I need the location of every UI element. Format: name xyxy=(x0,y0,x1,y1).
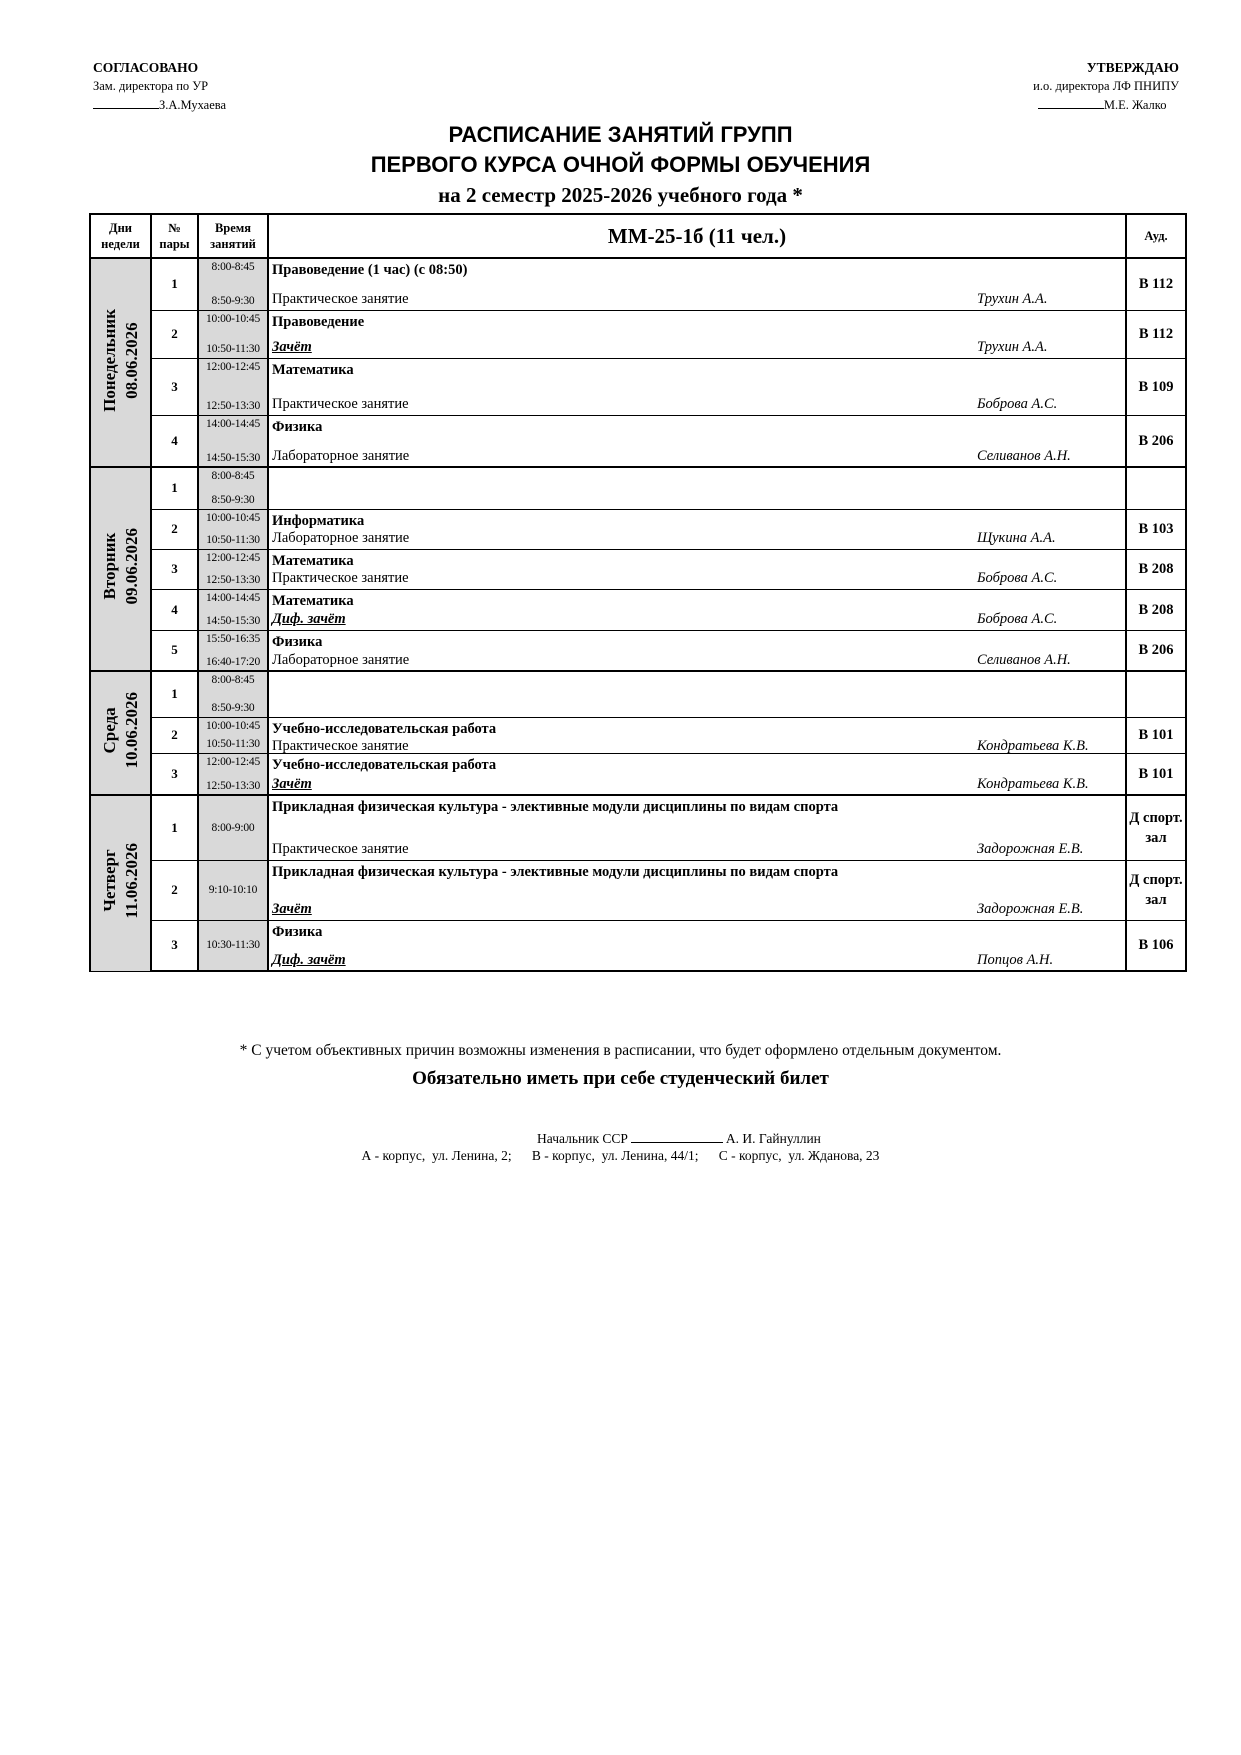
lesson-number: 2 xyxy=(151,860,198,920)
title-line-3: на 2 семестр 2025-2026 учебного года * xyxy=(438,183,803,207)
lesson-number: 2 xyxy=(151,310,198,358)
subject-name: Математика xyxy=(272,592,354,609)
lesson-type: Практическое занятие xyxy=(272,841,409,857)
table-row xyxy=(90,795,1186,860)
lesson-type: Лабораторное занятие xyxy=(272,447,410,464)
lesson-number: 5 xyxy=(151,630,198,671)
subject-name: Физика xyxy=(272,418,323,435)
table-row xyxy=(90,310,1186,358)
lesson-cell xyxy=(268,258,1126,310)
lesson-number: 3 xyxy=(151,358,198,415)
lesson-time xyxy=(198,310,268,358)
table-row xyxy=(90,258,1186,310)
approval-title: СОГЛАСОВАНО xyxy=(93,60,199,75)
time-start: 14:00-14:45 xyxy=(205,417,261,430)
time-start: 15:50-16:35 xyxy=(205,632,261,645)
lesson-time xyxy=(198,358,268,415)
day-cell xyxy=(90,671,151,795)
approve-position: и.о. директора ЛФ ПНИПУ xyxy=(1033,79,1179,93)
lesson-cell xyxy=(268,549,1126,589)
lesson-time xyxy=(198,415,268,467)
lesson-type: Практическое занятие xyxy=(272,291,409,307)
time-start: 10:00-10:45 xyxy=(205,512,261,524)
table-row xyxy=(90,589,1186,630)
lesson-time xyxy=(198,589,268,630)
lesson-number: 1 xyxy=(151,467,198,509)
subject-name: Правоведение (1 час) (с 08:50) xyxy=(272,262,468,278)
lesson-type: Лабораторное занятие xyxy=(272,529,410,546)
lesson-number: 1 xyxy=(151,671,198,717)
time-end: 10:50-11:30 xyxy=(206,343,260,355)
document-title xyxy=(0,120,1241,210)
lesson-cell xyxy=(268,717,1126,753)
room-cell: В 101 xyxy=(1126,753,1186,795)
lesson-time xyxy=(198,860,268,920)
teacher-name: Задорожная Е.В. xyxy=(977,900,1084,917)
lesson-type: Практическое занятие xyxy=(272,569,409,586)
time-start: 8:00-8:45 xyxy=(211,674,255,687)
lesson-type: Практическое занятие xyxy=(272,737,409,754)
day-name: Понедельник xyxy=(99,308,119,412)
room-cell: В 103 xyxy=(1126,509,1186,549)
teacher-name: Трухин А.А. xyxy=(977,338,1048,355)
subject-name: Математика xyxy=(272,552,354,569)
table-row xyxy=(90,630,1186,671)
lesson-number: 4 xyxy=(151,415,198,467)
time-end: 8:50-9:30 xyxy=(211,494,255,507)
approval-name: З.А.Мухаева xyxy=(159,98,227,112)
lesson-type: Диф. зачёт xyxy=(272,610,346,627)
time-start: 10:00-10:45 xyxy=(205,313,261,325)
teacher-name: Задорожная Е.В. xyxy=(977,841,1084,857)
time-start: 8:00-8:45 xyxy=(211,470,255,483)
room-cell: Д спорт. зал xyxy=(1126,795,1186,860)
lesson-time xyxy=(198,920,268,971)
lesson-time xyxy=(198,509,268,549)
table-row xyxy=(90,415,1186,467)
teacher-name: Щукина А.А. xyxy=(977,529,1056,546)
subject-name xyxy=(272,672,1122,675)
time-end: 10:50-11:30 xyxy=(206,738,260,750)
chief-signature xyxy=(537,1131,821,1147)
lesson-number: 2 xyxy=(151,509,198,549)
lesson-number: 1 xyxy=(151,795,198,860)
room-cell: В 106 xyxy=(1126,920,1186,971)
table-row xyxy=(90,358,1186,415)
header-room: Ауд. xyxy=(1126,214,1186,258)
lesson-cell xyxy=(268,509,1126,549)
time-end: 12:50-13:30 xyxy=(205,574,261,586)
teacher-name: Боброва А.С. xyxy=(977,610,1058,627)
time-start: 12:00-12:45 xyxy=(205,552,261,564)
room-cell: Д спорт. зал xyxy=(1126,860,1186,920)
lesson-type: Зачёт xyxy=(272,338,312,355)
lesson-time xyxy=(198,630,268,671)
room-cell: В 112 xyxy=(1126,258,1186,310)
day-date: 09.06.2026 xyxy=(121,528,141,605)
day-cell xyxy=(90,795,151,971)
signature-line xyxy=(1038,97,1104,109)
signature-line xyxy=(93,97,159,109)
lesson-number: 1 xyxy=(151,258,198,310)
subject-name: Прикладная физическая культура - элективные модули дисциплины по видам спорта xyxy=(272,799,839,815)
room-cell: В 208 xyxy=(1126,549,1186,589)
header-day: Дни недели xyxy=(90,214,151,258)
lesson-number: 3 xyxy=(151,753,198,795)
lesson-time xyxy=(198,753,268,795)
approval-block-left xyxy=(93,58,226,115)
lesson-cell xyxy=(268,415,1126,467)
time-end: 8:50-9:30 xyxy=(211,702,255,715)
room-cell: В 206 xyxy=(1126,415,1186,467)
day-date: 08.06.2026 xyxy=(121,321,141,399)
table-row xyxy=(90,467,1186,509)
table-row xyxy=(90,549,1186,589)
chief-name: А. И. Гайнуллин xyxy=(725,1131,821,1146)
signature-line xyxy=(631,1132,723,1143)
table-row xyxy=(90,753,1186,795)
time-end: 10:50-11:30 xyxy=(206,534,260,546)
lesson-cell xyxy=(268,671,1126,717)
lesson-time xyxy=(198,671,268,717)
lesson-cell xyxy=(268,630,1126,671)
room-cell xyxy=(1126,671,1186,717)
subject-name: Физика xyxy=(272,633,323,650)
lesson-cell xyxy=(268,860,1126,920)
lesson-cell xyxy=(268,467,1126,509)
lesson-type: Зачёт xyxy=(272,900,312,917)
time-start: 8:00-9:00 xyxy=(211,821,255,834)
teacher-name: Трухин А.А. xyxy=(977,291,1048,307)
teacher-name: Селиванов А.Н. xyxy=(977,651,1071,668)
schedule-table xyxy=(89,213,1187,972)
building-addresses: А - корпус, ул. Ленина, 2; В - корпус, ул. Ленина, 44/1; С - корпус, ул. Жданова, 23 xyxy=(361,1148,880,1163)
title-line-1: РАСПИСАНИЕ ЗАНЯТИЙ ГРУПП xyxy=(448,122,793,147)
day-cell xyxy=(90,467,151,671)
table-row xyxy=(90,860,1186,920)
footnote: * С учетом объективных причин возможны изменения в расписании, что будет оформлено отдельным документом. xyxy=(239,1042,1002,1059)
lesson-cell xyxy=(268,358,1126,415)
table-row xyxy=(90,509,1186,549)
table-row xyxy=(90,717,1186,753)
day-date: 10.06.2026 xyxy=(121,692,141,769)
subject-name: Учебно-исследовательская работа xyxy=(272,756,497,773)
lesson-cell xyxy=(268,310,1126,358)
subject-name xyxy=(272,468,1122,471)
student-card-notice: Обязательно иметь при себе студенческий билет xyxy=(412,1068,829,1089)
lesson-number: 4 xyxy=(151,589,198,630)
table-header-row xyxy=(90,214,1186,258)
day-name: Вторник xyxy=(99,533,119,600)
lesson-cell xyxy=(268,920,1126,971)
room-cell xyxy=(1126,467,1186,509)
teacher-name: Попцов А.Н. xyxy=(977,951,1054,968)
lesson-type: Лабораторное занятие xyxy=(272,651,410,668)
time-start: 12:00-12:45 xyxy=(205,361,261,373)
lesson-time xyxy=(198,258,268,310)
teacher-name: Кондратьева К.В. xyxy=(977,775,1089,792)
approval-block-right xyxy=(1033,58,1179,115)
time-end: 16:40-17:20 xyxy=(205,655,261,668)
room-cell: В 101 xyxy=(1126,717,1186,753)
approval-signature xyxy=(93,96,226,115)
time-start: 10:00-10:45 xyxy=(205,720,261,732)
header-group: ММ-25-1б (11 чел.) xyxy=(268,214,1126,258)
lesson-cell xyxy=(268,753,1126,795)
day-cell xyxy=(90,258,151,467)
approve-name: М.Е. Жалко xyxy=(1103,98,1167,112)
subject-name: Правоведение xyxy=(272,313,365,330)
teacher-name: Боброва А.С. xyxy=(977,395,1058,412)
subject-name: Математика xyxy=(272,361,354,378)
lesson-time xyxy=(198,467,268,509)
day-name: Четверг xyxy=(99,849,119,912)
lesson-number: 2 xyxy=(151,717,198,753)
time-start: 14:00-14:45 xyxy=(205,592,261,604)
lesson-number: 3 xyxy=(151,920,198,971)
approve-signature xyxy=(1033,96,1179,115)
day-date: 11.06.2026 xyxy=(121,842,141,919)
time-start: 8:00-8:45 xyxy=(211,261,255,274)
time-end: 14:50-15:30 xyxy=(205,451,261,464)
subject-name: Физика xyxy=(272,923,323,940)
header-num: № пары xyxy=(151,214,198,258)
schedule-body xyxy=(90,258,1186,971)
teacher-name: Селиванов А.Н. xyxy=(977,447,1071,464)
subject-name: Прикладная физическая культура - элективные модули дисциплины по видам спорта xyxy=(272,863,839,880)
table-row xyxy=(90,671,1186,717)
lesson-time xyxy=(198,549,268,589)
time-end: 8:50-9:30 xyxy=(211,295,255,308)
chief-title: Начальник ССР xyxy=(537,1131,628,1146)
subject-name: Информатика xyxy=(272,512,365,529)
teacher-name: Кондратьева К.В. xyxy=(977,737,1089,754)
lesson-type: Диф. зачёт xyxy=(272,951,346,968)
lesson-type: Практическое занятие xyxy=(272,395,409,412)
day-name: Среда xyxy=(99,707,119,754)
lesson-type: Зачёт xyxy=(272,775,312,792)
title-line-2: ПЕРВОГО КУРСА ОЧНОЙ ФОРМЫ ОБУЧЕНИЯ xyxy=(370,152,871,177)
lesson-cell xyxy=(268,795,1126,860)
room-cell: В 206 xyxy=(1126,630,1186,671)
time-end: 12:50-13:30 xyxy=(205,400,261,412)
approval-position: Зам. директора по УР xyxy=(93,79,209,93)
time-start: 12:00-12:45 xyxy=(205,755,261,768)
lesson-time xyxy=(198,795,268,860)
lesson-cell xyxy=(268,589,1126,630)
time-end: 14:50-15:30 xyxy=(205,615,261,627)
room-cell: В 109 xyxy=(1126,358,1186,415)
subject-name: Учебно-исследовательская работа xyxy=(272,720,497,737)
approve-title: УТВЕРЖДАЮ xyxy=(1086,60,1179,75)
room-cell: В 208 xyxy=(1126,589,1186,630)
room-cell: В 112 xyxy=(1126,310,1186,358)
lesson-number: 3 xyxy=(151,549,198,589)
lesson-time xyxy=(198,717,268,753)
header-time: Время занятий xyxy=(198,214,268,258)
time-start: 10:30-11:30 xyxy=(206,939,260,952)
time-end: 12:50-13:30 xyxy=(205,779,261,792)
table-row xyxy=(90,920,1186,971)
time-start: 9:10-10:10 xyxy=(208,884,258,896)
teacher-name: Боброва А.С. xyxy=(977,569,1058,586)
